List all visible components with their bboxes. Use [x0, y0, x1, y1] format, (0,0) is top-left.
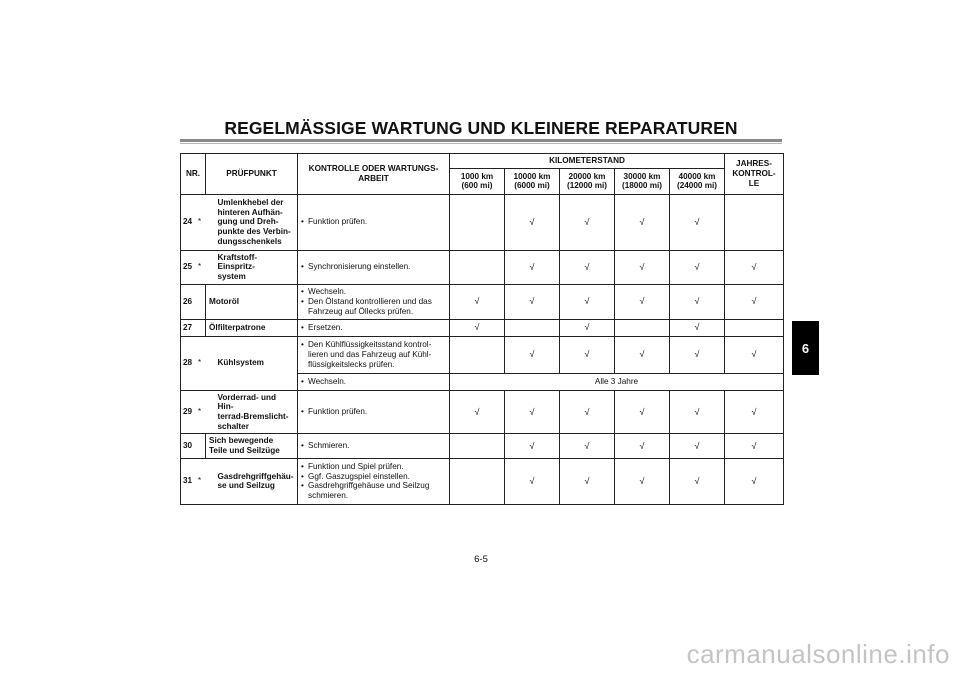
- empty-cell: [450, 336, 505, 373]
- table-row: [181, 390, 784, 434]
- check-item: [206, 250, 298, 284]
- task-cell: [298, 319, 450, 336]
- check-mark: √: [670, 434, 725, 458]
- check-item: [206, 434, 298, 458]
- dealer-service-asterisk: *: [198, 476, 202, 486]
- check-mark: √: [615, 194, 670, 250]
- empty-cell: [615, 319, 670, 336]
- check-mark: √: [725, 434, 784, 458]
- page-number: 6-5: [474, 554, 488, 565]
- row-number: [181, 284, 206, 319]
- task-item: • Funktion prüfen.: [301, 217, 446, 227]
- empty-cell: [450, 194, 505, 250]
- task-item: • Den Ölstand kontrollieren und das Fahrzeug auf Öllecks prüfen.: [301, 297, 446, 316]
- check-item: [206, 336, 298, 390]
- row-number: [181, 319, 206, 336]
- empty-cell: [450, 434, 505, 458]
- watermark: carmanualsonline.info: [686, 639, 950, 669]
- header-km-20000: 20000 km (12000 mi): [560, 168, 615, 194]
- check-mark: √: [560, 336, 615, 373]
- page-title: REGELMÄSSIGE WARTUNG UND KLEINERE REPARATUREN: [224, 118, 738, 138]
- check-mark: √: [450, 390, 505, 434]
- maintenance-table: [180, 153, 784, 505]
- header-km-40000: 40000 km (24000 mi): [670, 168, 725, 194]
- check-mark: √: [615, 458, 670, 504]
- row-number: [181, 390, 206, 434]
- task-item: • Ersetzen.: [301, 323, 446, 333]
- check-mark: √: [725, 390, 784, 434]
- task-cell: [298, 250, 450, 284]
- check-item: [206, 284, 298, 319]
- check-mark: √: [615, 284, 670, 319]
- header-nr: NR.: [181, 154, 206, 195]
- dealer-service-asterisk: *: [198, 261, 202, 271]
- check-item-text: Kühlsystem: [217, 358, 264, 368]
- table-row: [181, 458, 784, 504]
- check-mark: √: [505, 458, 560, 504]
- header-km-10000: 10000 km (6000 mi): [505, 168, 560, 194]
- task-item: • Gasdrehgriffgehäuse und Seilzug schmieren.: [301, 481, 446, 500]
- row-number-text: 31: [183, 476, 193, 486]
- table-row: [181, 250, 784, 284]
- row-number-text: 27: [183, 322, 193, 332]
- table-row: [181, 319, 784, 336]
- row-number-text: 24: [183, 217, 193, 227]
- title-rule: [180, 139, 782, 142]
- table-row: [181, 336, 784, 373]
- dealer-service-asterisk: *: [198, 216, 202, 226]
- empty-cell: [505, 319, 560, 336]
- chapter-tab: 6: [792, 321, 819, 375]
- empty-cell: [450, 458, 505, 504]
- check-mark: √: [725, 250, 784, 284]
- header-kontrolle: KONTROLLE ODER WARTUNGS- ARBEIT: [298, 154, 450, 195]
- check-item-text: Ölfilterpatrone: [209, 322, 266, 332]
- row-number-text: 25: [183, 262, 193, 272]
- task-item: • Wechseln.: [301, 377, 446, 387]
- task-item: • Den Kühlflüssigkeitsstand kontrol-lieren und das Fahrzeug auf Kühl-flüssigkeitslecks prüfen.: [301, 340, 446, 369]
- check-mark: √: [615, 434, 670, 458]
- task-cell: [298, 373, 450, 390]
- empty-cell: [450, 250, 505, 284]
- dealer-service-asterisk: *: [198, 406, 202, 416]
- task-item: • Schmieren.: [301, 441, 446, 451]
- check-mark: √: [670, 284, 725, 319]
- task-cell: [298, 284, 450, 319]
- check-mark: √: [450, 319, 505, 336]
- empty-cell: [725, 194, 784, 250]
- row-number: [181, 194, 206, 250]
- check-item-text: Vorderrad- und Hin- terrad-Bremslicht- schalter: [217, 392, 289, 431]
- check-mark: √: [450, 284, 505, 319]
- row-number: [181, 336, 206, 390]
- row-number-text: 28: [183, 358, 193, 368]
- check-mark: √: [505, 250, 560, 284]
- check-mark: √: [560, 434, 615, 458]
- task-cell: [298, 194, 450, 250]
- task-item: • Funktion und Spiel prüfen.: [301, 462, 446, 472]
- table-row: [181, 434, 784, 458]
- row-number: [181, 434, 206, 458]
- check-item: [206, 319, 298, 336]
- check-mark: √: [615, 336, 670, 373]
- check-mark: √: [725, 284, 784, 319]
- task-item: • Synchronisierung einstellen.: [301, 262, 446, 272]
- check-mark: √: [725, 336, 784, 373]
- check-mark: √: [560, 284, 615, 319]
- check-mark: √: [670, 336, 725, 373]
- row-number-text: 30: [183, 441, 193, 451]
- header-km-1000: 1000 km (600 mi): [450, 168, 505, 194]
- task-cell: [298, 336, 450, 373]
- interval-note: Alle 3 Jahre: [450, 373, 784, 390]
- task-item: • Wechseln.: [301, 287, 446, 297]
- check-mark: √: [505, 194, 560, 250]
- header-kilometerstand: KILOMETERSTAND: [450, 154, 725, 169]
- header-jahreskontrolle: JAHRES- KONTROL- LE: [725, 154, 784, 195]
- title-rule-thin: [180, 143, 782, 144]
- check-mark: √: [560, 194, 615, 250]
- row-number-text: 26: [183, 296, 193, 306]
- check-mark: √: [560, 250, 615, 284]
- task-cell: [298, 390, 450, 434]
- table-row: [181, 194, 784, 250]
- check-mark: √: [670, 319, 725, 336]
- check-item-text: Kraftstoff-Einspritz- system: [217, 252, 258, 282]
- check-mark: √: [615, 250, 670, 284]
- check-mark: √: [560, 319, 615, 336]
- check-item: [206, 458, 298, 504]
- empty-cell: [725, 319, 784, 336]
- check-item-text: Motoröl: [209, 296, 240, 306]
- row-number: [181, 250, 206, 284]
- check-item-text: Sich bewegende Teile und Seilzüge: [209, 436, 280, 456]
- check-item: [206, 194, 298, 250]
- dealer-service-asterisk: *: [198, 357, 202, 367]
- task-cell: [298, 458, 450, 504]
- check-mark: √: [725, 458, 784, 504]
- check-mark: √: [670, 250, 725, 284]
- row-number: [181, 458, 206, 504]
- task-item: • Funktion prüfen.: [301, 407, 446, 417]
- check-item-text: Umlenkhebel der hinteren Aufhän- gung und Dreh- punkte des Verbin- dungsschenkels: [217, 197, 291, 246]
- check-mark: √: [560, 458, 615, 504]
- check-mark: √: [615, 390, 670, 434]
- row-number-text: 29: [183, 407, 193, 417]
- check-item: [206, 390, 298, 434]
- table-row: [181, 284, 784, 319]
- header-pruefpunkt: PRÜFPUNKT: [206, 154, 298, 195]
- check-mark: √: [505, 336, 560, 373]
- check-mark: √: [505, 284, 560, 319]
- check-item-text: Gasdrehgriffgehäu- se und Seilzug: [217, 471, 294, 491]
- task-cell: [298, 434, 450, 458]
- check-mark: √: [670, 458, 725, 504]
- check-mark: √: [670, 194, 725, 250]
- check-mark: √: [505, 390, 560, 434]
- header-km-30000: 30000 km (18000 mi): [615, 168, 670, 194]
- check-mark: √: [670, 390, 725, 434]
- task-item: • Ggf. Gaszugspiel einstellen.: [301, 472, 446, 482]
- check-mark: √: [560, 390, 615, 434]
- check-mark: √: [505, 434, 560, 458]
